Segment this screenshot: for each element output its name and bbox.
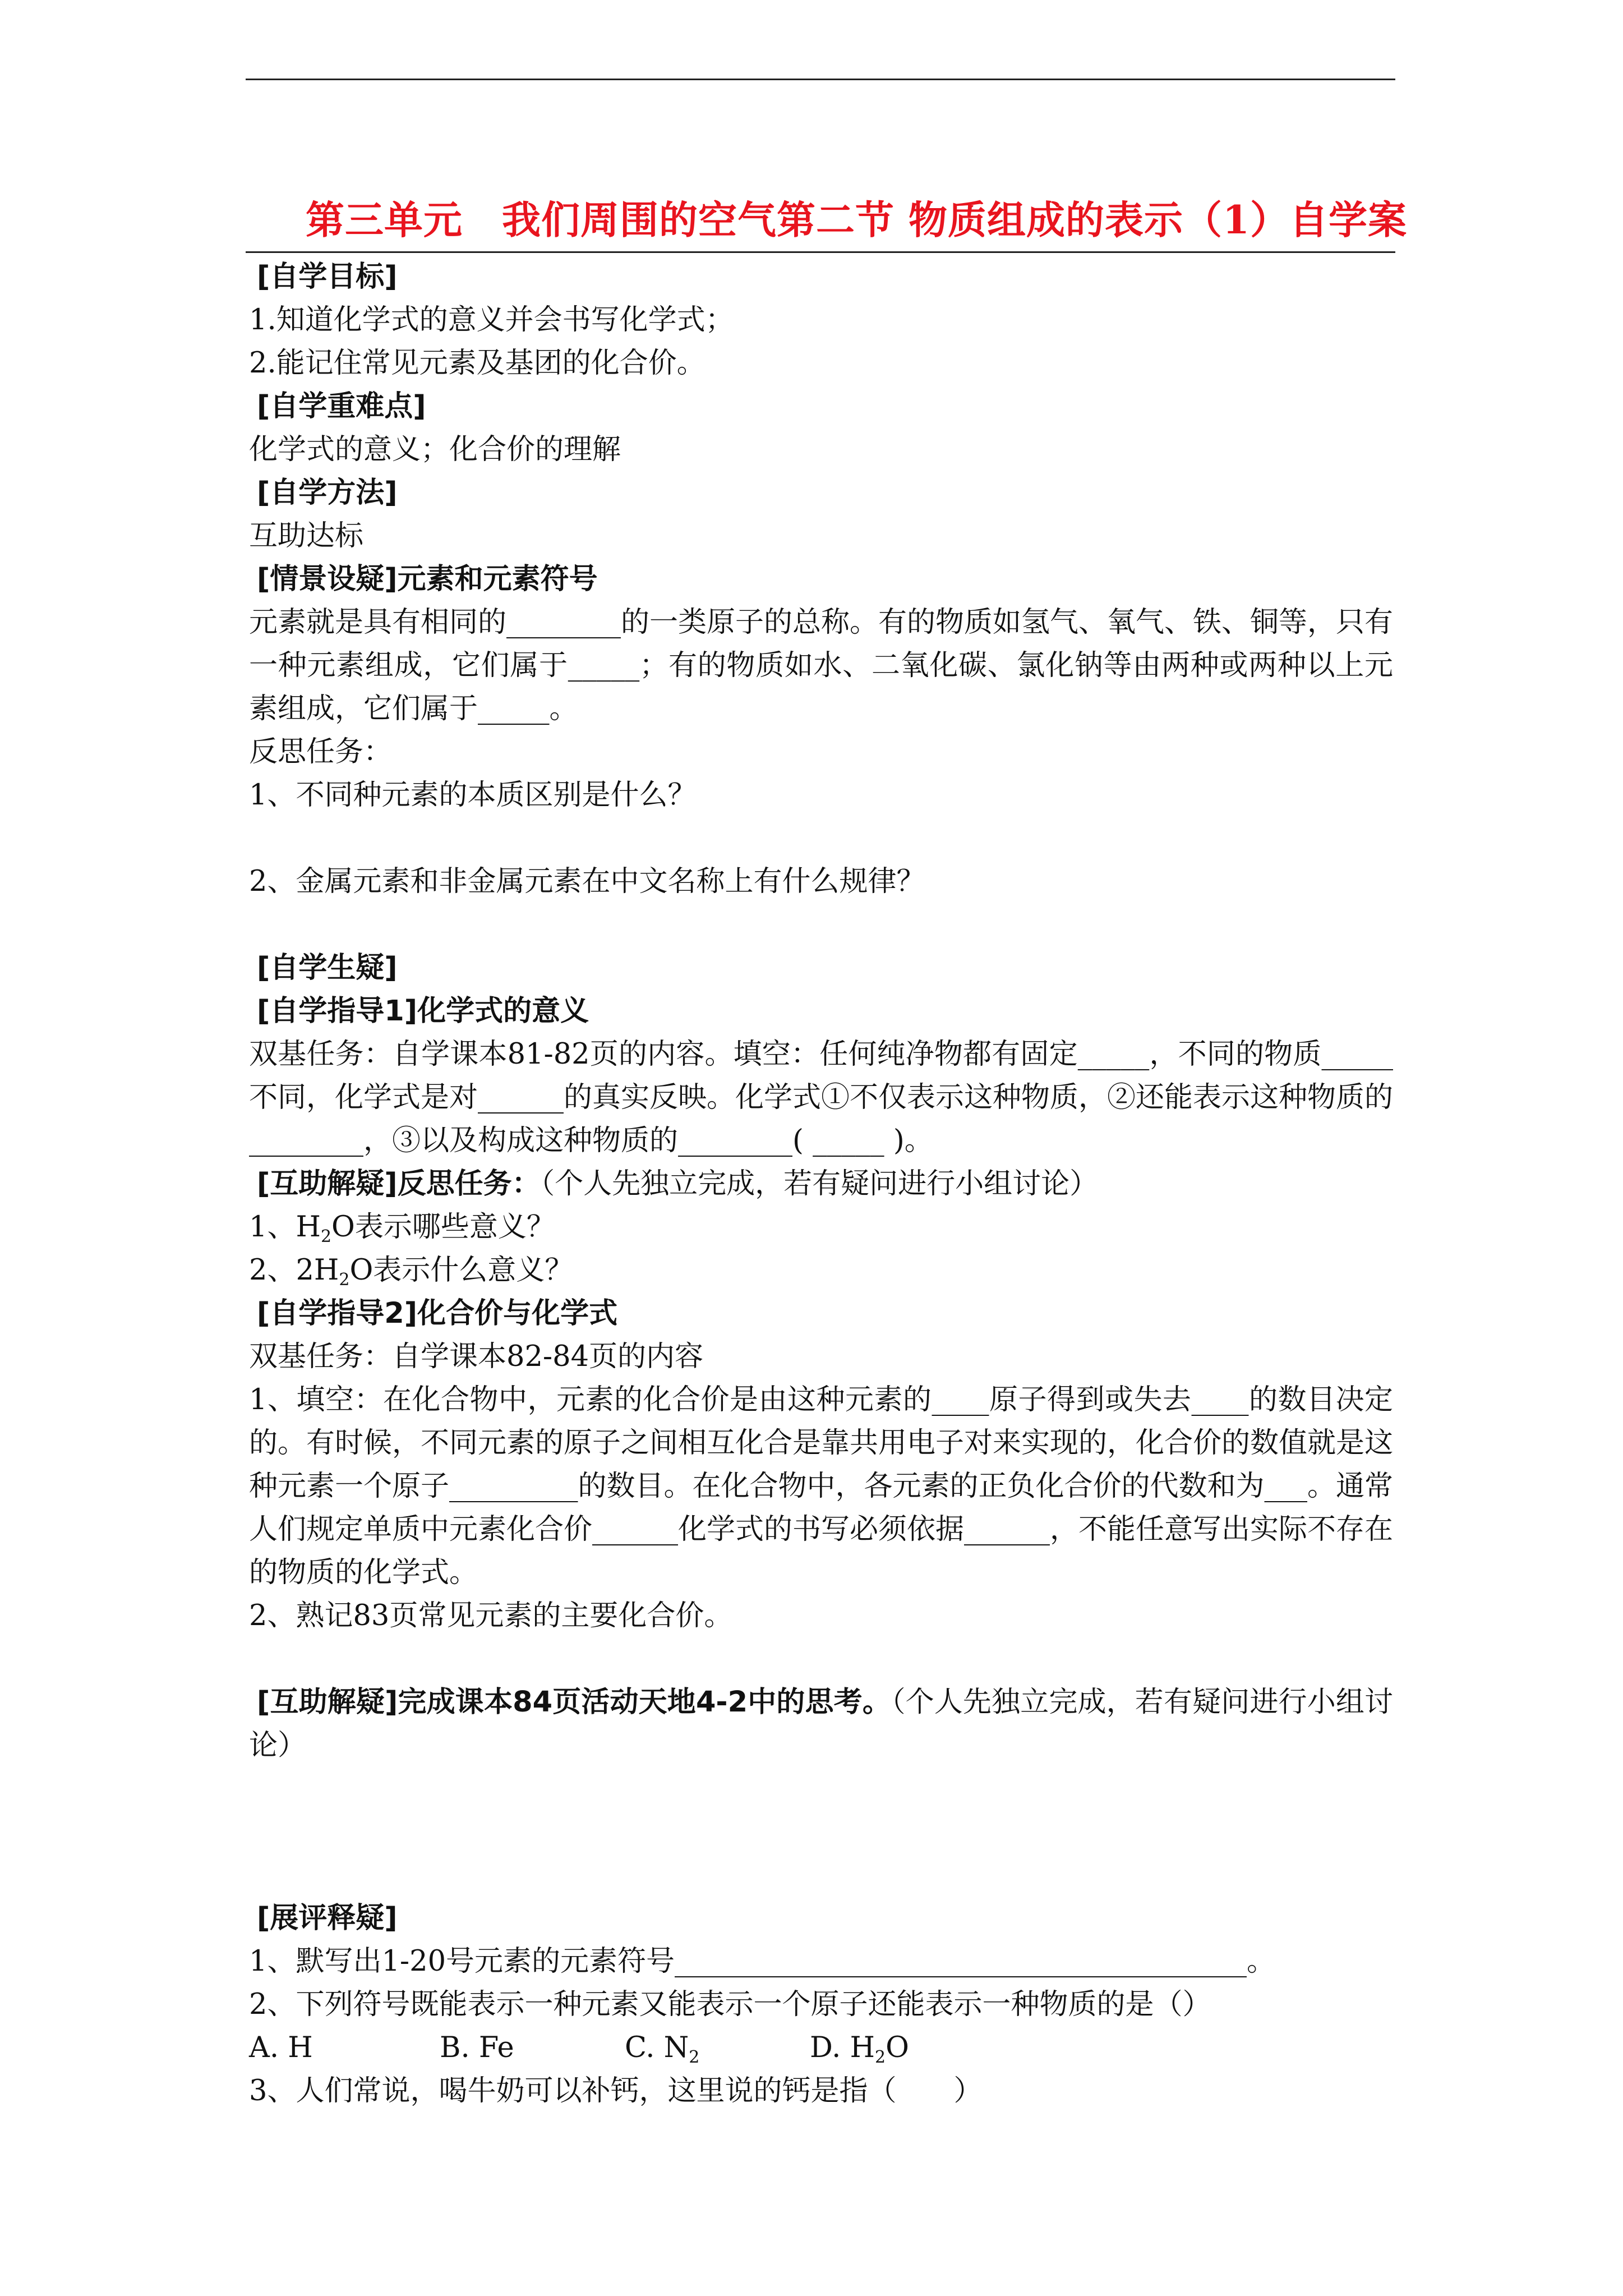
method-heading: [自学方法] xyxy=(257,476,398,509)
guide1-mutual-line xyxy=(249,1162,1393,1205)
guide2-task: 双基任务：自学课本82-84页的内容 xyxy=(249,1340,704,1373)
scenario-question-1: 1、不同种元素的本质区别是什么？ xyxy=(249,779,697,812)
option-d: D. $H_2O$ xyxy=(810,2031,909,2067)
guide2-heading: [自学指导2]化合价与化学式 xyxy=(257,1297,618,1330)
worksheet-body xyxy=(249,255,1393,2113)
mutual2-note: （个人先独立完成，若有疑问进行小组讨论） xyxy=(249,1686,1393,1762)
goal-item-2: 2.能记住常见元素及基团的化合价。 xyxy=(249,347,706,380)
guide2-memo: 2、熟记83页常见元素的主要化合价。 xyxy=(249,1599,733,1632)
option-b: B. Fe xyxy=(440,2031,514,2064)
goal-item-1: 1.知道化学式的意义并会书写化学式； xyxy=(249,303,734,337)
option-a: A. H xyxy=(249,2031,313,2064)
mutual2-heading: [互助解疑]完成课本84页活动天地4-2中的思考。 xyxy=(257,1686,891,1719)
page-title: 第三单元 我们周围的空气第二节 物质组成的表示（1）自学案 xyxy=(306,197,1408,243)
reflection-label: 反思任务： xyxy=(249,735,393,769)
guide1-question-1: 1、$H_2O$表示哪些意义？ xyxy=(249,1211,555,1246)
header-rule xyxy=(246,79,1395,80)
key-points-heading: [自学重难点] xyxy=(257,390,426,423)
scenario-question-2: 2、金属元素和非金属元素在中文名称上有什么规律？ xyxy=(249,865,925,898)
guide1-question-2: 2、$2H_2O$表示什么意义？ xyxy=(249,1254,574,1290)
scenario-heading: [情景设疑]元素和元素符号 xyxy=(257,563,598,596)
review-heading: [展评释疑] xyxy=(257,1902,398,1935)
guide2-fill-paragraph: 1、填空：在化合物中，元素的化合价是由这种元素的____原子得到或失去____的数目决定的。有时候，不同元素的原子之间相互化合是靠共用电子对来实现的，化合价的数值就是这种元素一个原子_________的数目。在化合物中，各元素的正负化合价的代数和为___。通常人们规定单质中元素化合价______化学式的书写必须依据______，不能任意写出实际不存在的物质的化学式。 xyxy=(249,1383,1394,1589)
review-options xyxy=(249,2026,1393,2069)
guide1-paragraph: 双基任务：自学课本81-82页的内容。填空：任何纯净物都有固定_____，不同的物质_____不同，化学式是对______的真实反映。化学式①不仅表示这种物质，②还能表示这种物质的________，③以及构成这种物质的________( _____ )。 xyxy=(249,1038,1394,1157)
method-text: 互助达标 xyxy=(249,519,364,553)
guide1-mutual-heading: [互助解疑]反思任务： xyxy=(257,1167,541,1200)
key-points-text: 化学式的意义；化合价的理解 xyxy=(249,433,621,466)
review-question-2: 2、下列符号既能表示一种元素又能表示一个原子还能表示一种物质的是（） xyxy=(249,1988,1211,2021)
goals-heading: [自学目标] xyxy=(257,260,398,293)
scenario-paragraph: 元素就是具有相同的________的一类原子的总称。有的物质如氢气、氧气、铁、铜等，只有一种元素组成，它们属于_____；有的物质如水、二氧化碳、氯化钠等由两种或两种以上元素组成，它们属于_____。 xyxy=(249,606,1394,725)
review-question-3: 3、人们常说，喝牛奶可以补钙，这里说的钙是指（ ） xyxy=(249,2074,983,2108)
guide1-mutual-note: （个人先独立完成，若有疑问进行小组讨论） xyxy=(540,1167,1099,1200)
option-c: C. $N_2$ xyxy=(625,2031,700,2067)
title-underline xyxy=(246,251,1395,253)
review-question-1: 1、默写出1-20号元素的元素符号________________________________________。 xyxy=(249,1945,1276,1978)
guide1-heading: [自学指导1]化学式的意义 xyxy=(257,995,589,1028)
mutual2-paragraph xyxy=(249,1681,1393,1767)
doubts-heading: [自学生疑] xyxy=(257,951,398,984)
